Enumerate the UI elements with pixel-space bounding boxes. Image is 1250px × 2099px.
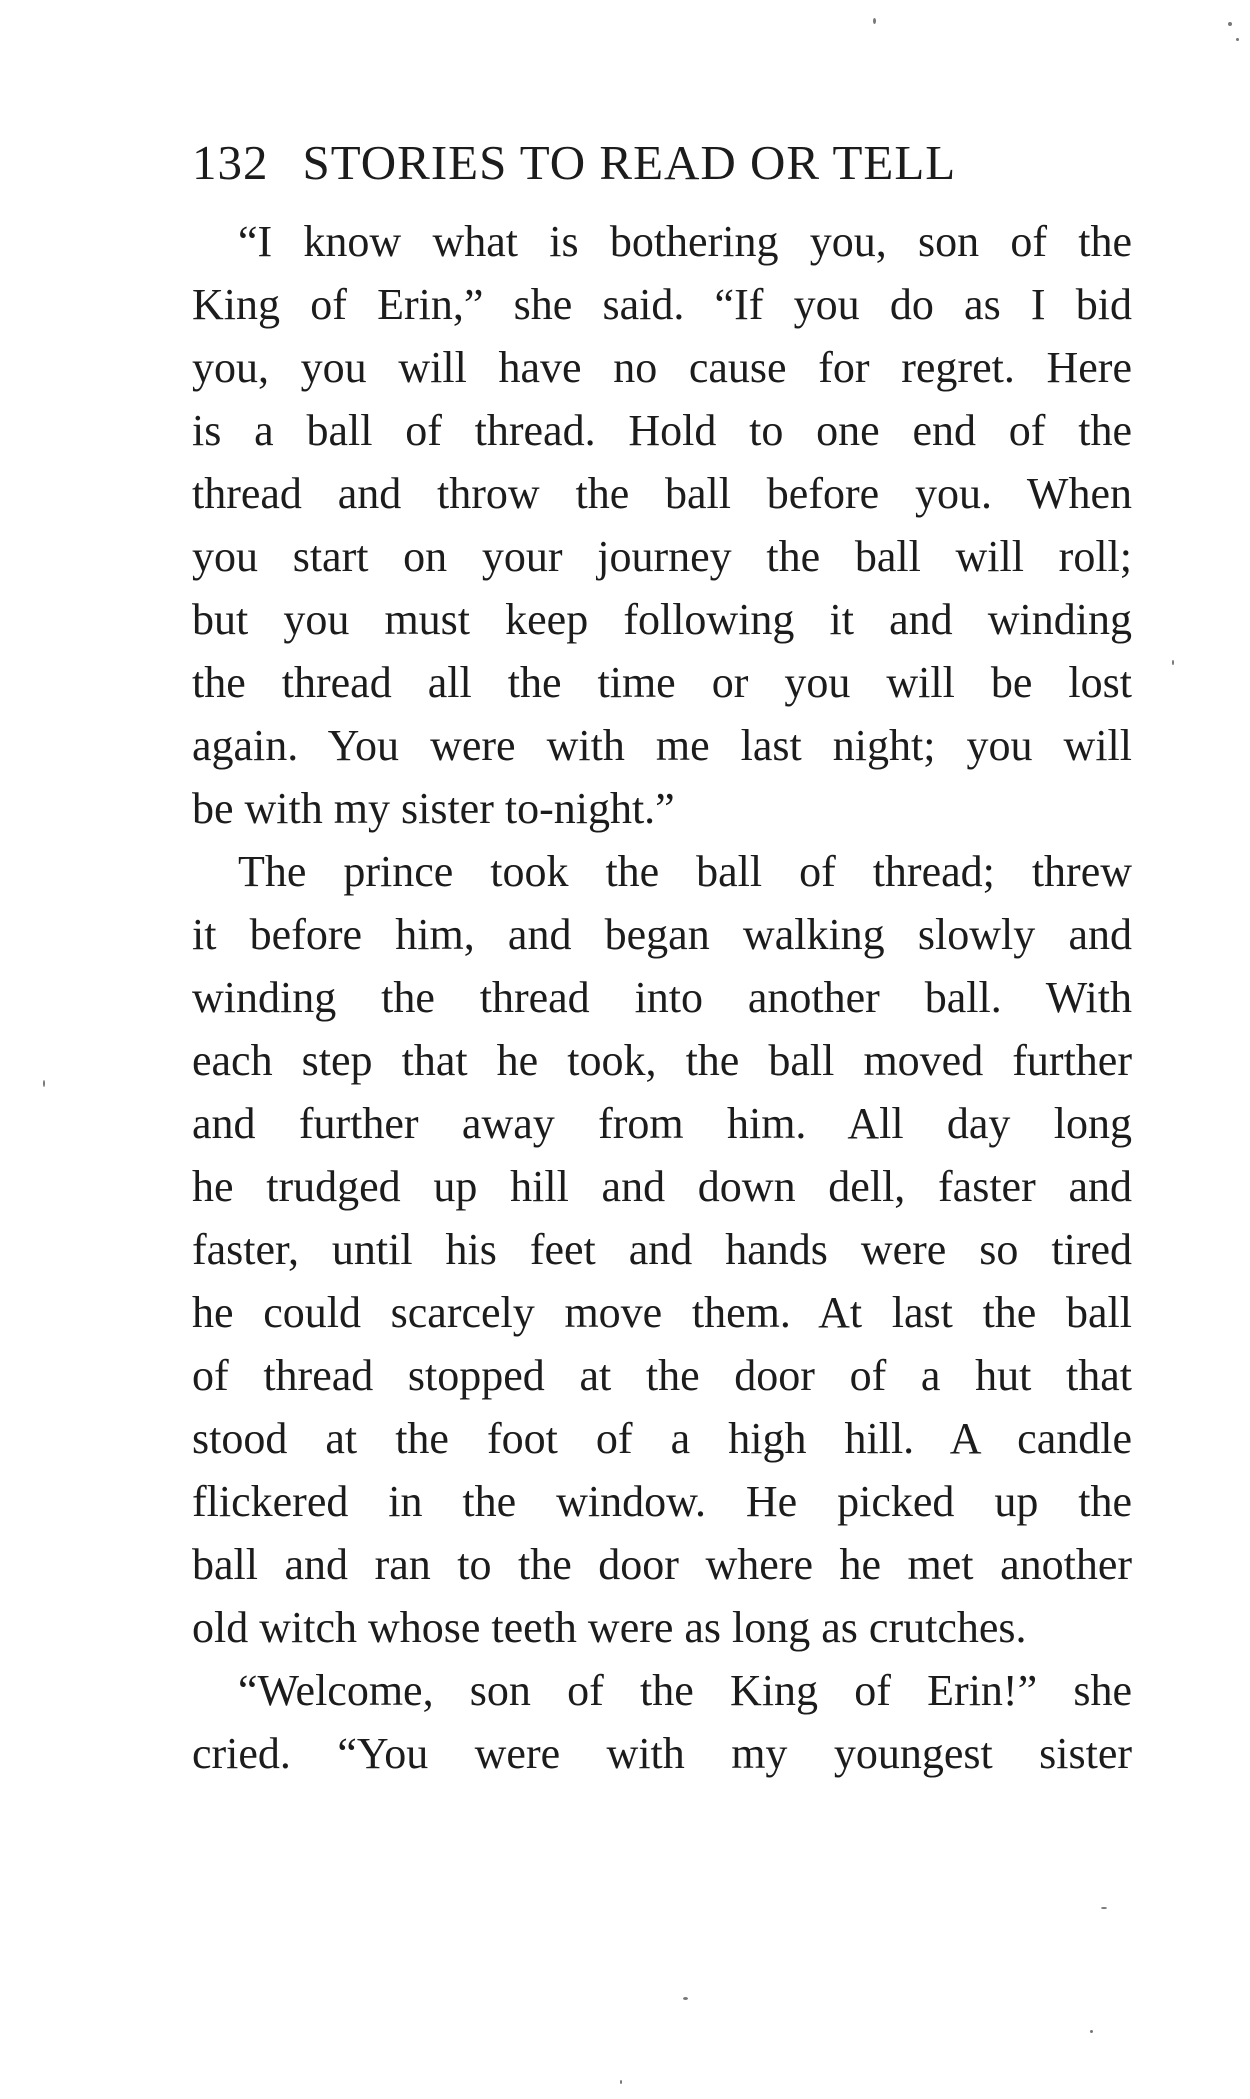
text-line: he could scarcely move them. At last the ball (192, 1288, 1132, 1337)
scan-speck (620, 2080, 622, 2084)
paragraph (192, 840, 1132, 1659)
text-line: ball and ran to the door where he met another (192, 1540, 1132, 1589)
scan-speck (1172, 660, 1174, 665)
text-line: King of Erin,” she said. “If you do as I bid (192, 280, 1132, 329)
body-text (192, 210, 1132, 1785)
scan-speck (43, 1080, 45, 1087)
paragraph (192, 1659, 1132, 1785)
text-line: The prince took the ball of thread; threw (238, 847, 1132, 896)
text-line: flickered in the window. He picked up the (192, 1477, 1132, 1526)
text-line: but you must keep following it and winding (192, 595, 1132, 644)
running-title: STORIES TO READ OR TELL (302, 135, 957, 190)
text-line: be with my sister to-night.” (192, 784, 675, 833)
text-line: “I know what is bothering you, son of the (238, 217, 1132, 266)
scan-speck (1236, 38, 1239, 41)
scan-speck (873, 18, 876, 24)
text-line: he trudged up hill and down dell, faster and (192, 1162, 1132, 1211)
page-number: 132 (192, 135, 269, 190)
text-line: each step that he took, the ball moved further (192, 1036, 1132, 1085)
scan-speck (1101, 1907, 1107, 1909)
text-line: it before him, and began walking slowly and (192, 910, 1132, 959)
text-line: faster, until his feet and hands were so tired (192, 1225, 1132, 1274)
text-line: of thread stopped at the door of a hut that (192, 1351, 1132, 1400)
text-line: you, you will have no cause for regret. Here (192, 343, 1132, 392)
text-line: “Welcome, son of the King of Erin!” she (238, 1666, 1132, 1715)
paragraph (192, 210, 1132, 840)
text-line: winding the thread into another ball. With (192, 973, 1132, 1022)
text-line: you start on your journey the ball will roll; (192, 532, 1132, 581)
scan-speck (683, 1997, 688, 2000)
text-line: and further away from him. All day long (192, 1099, 1132, 1148)
text-line: is a ball of thread. Hold to one end of the (192, 406, 1132, 455)
scan-speck (1090, 2030, 1093, 2033)
text-line: old witch whose teeth were as long as crutches. (192, 1603, 1027, 1652)
text-line: cried. “You were with my youngest sister (192, 1729, 1132, 1778)
text-line: thread and throw the ball before you. When (192, 469, 1132, 518)
text-line: stood at the foot of a high hill. A candle (192, 1414, 1132, 1463)
text-line: again. You were with me last night; you will (192, 721, 1132, 770)
running-header (192, 134, 1132, 194)
scan-speck (1228, 22, 1232, 26)
text-line: the thread all the time or you will be lost (192, 658, 1132, 707)
